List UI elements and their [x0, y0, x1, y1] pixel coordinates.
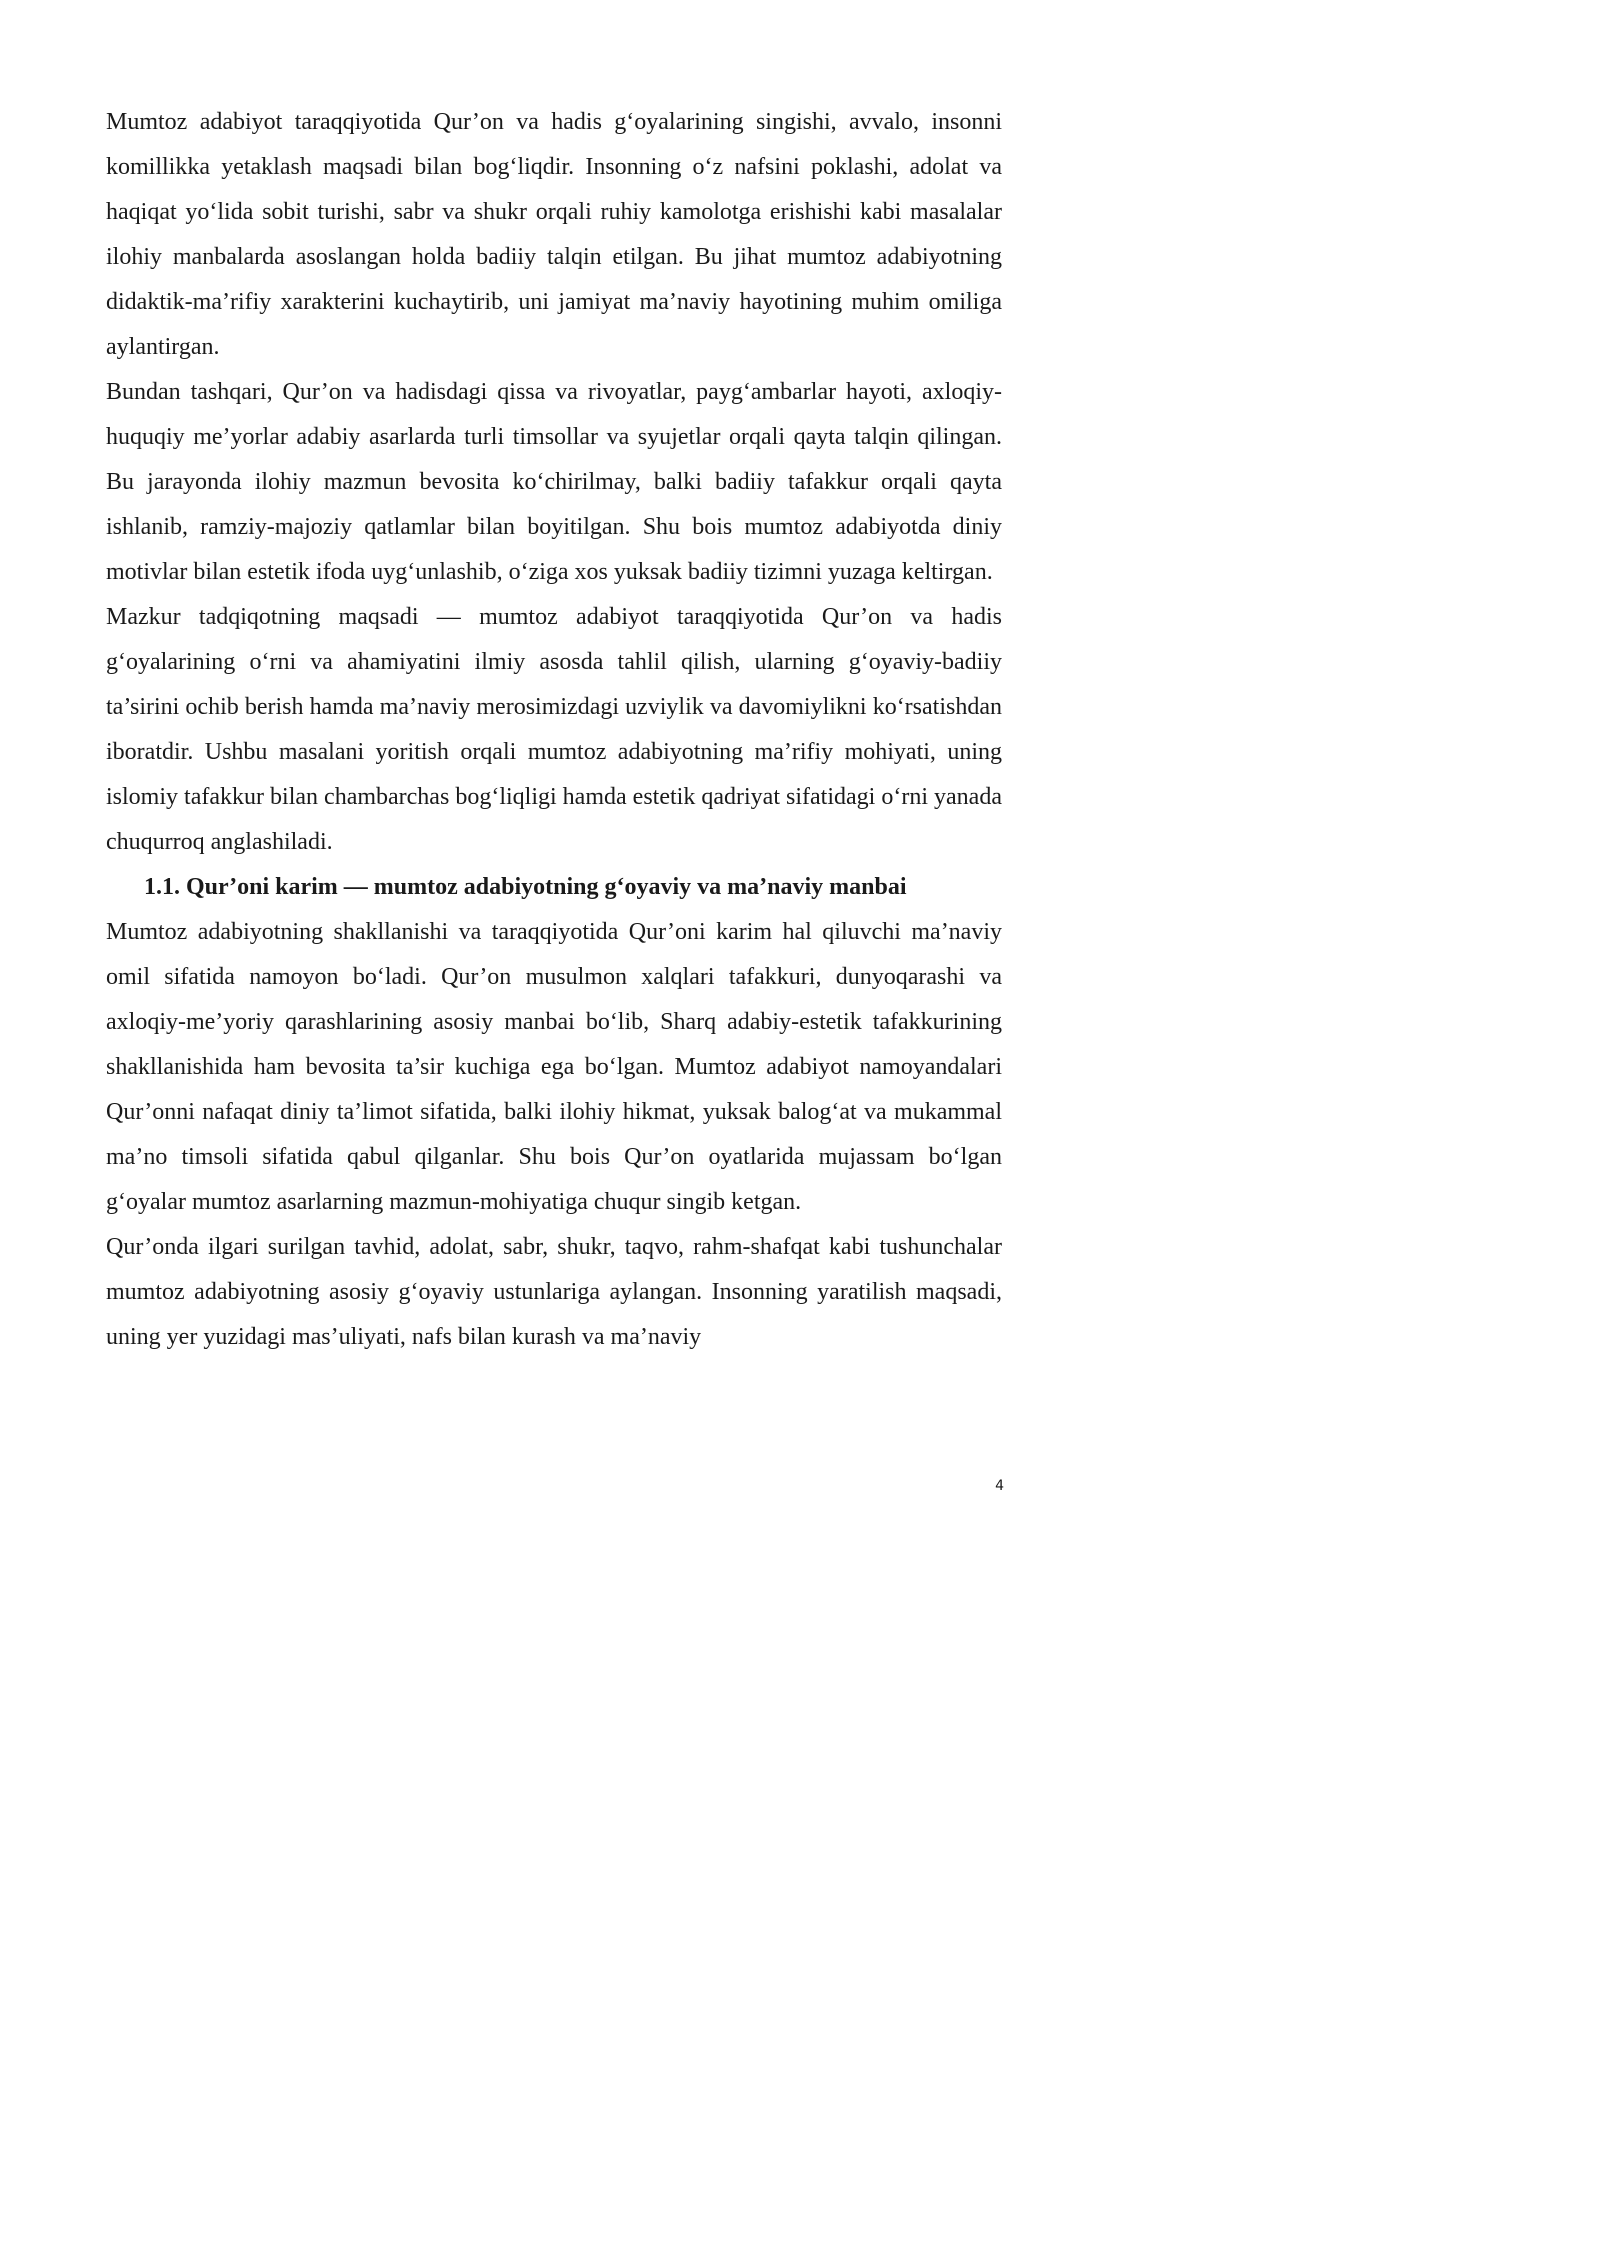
- body-paragraph-3: Mazkur tadqiqotning maqsadi — mumtoz adabiyot taraqqiyotida Qur’on va hadis g‘oyalarining o‘rni va ahamiyatini ilmiy asosda tahlil qilish, ularning g‘oyaviy-badiiy ta’sirini ochib berish hamda ma’naviy merosimizdagi uzviylik va davomiylikni ko‘rsatishdan iboratdir. Ushbu masalani yoritish orqali mumtoz adabiyotning ma’rifiy mohiyati, uning islomiy tafakkur bilan chambarchas bog‘liqligi hamda estetik qadriyat sifatidagi o‘rni yanada chuqurroq anglashiladi.: [106, 604, 1002, 855]
- section-heading: 1.1. Qur’oni karim — mumtoz adabiyotning g‘oyaviy va ma’naviy manbai: [144, 874, 907, 900]
- body-paragraph-1: Mumtoz adabiyot taraqqiyotida Qur’on va hadis g‘oyalarining singishi, avvalo, insonni komillikka yetaklash maqsadi bilan bog‘liqdir. Insonning o‘z nafsini poklashi, adolat va haqiqat yo‘lida sobit turishi, sabr va shukr orqali ruhiy kamolotga erishishi kabi masalalar ilohiy manbalarda asoslangan holda badiiy talqin etilgan. Bu jihat mumtoz adabiyotning didaktik-ma’rifiy xarakterini kuchaytirib, uni jamiyat ma’naviy hayotining muhim omiliga aylantirgan.: [106, 109, 1002, 360]
- body-paragraph-2: Bundan tashqari, Qur’on va hadisdagi qissa va rivoyatlar, payg‘ambarlar hayoti, axloqiy-huquqiy me’yorlar adabiy asarlarda turli timsollar va syujetlar orqali qayta talqin qilingan. Bu jarayonda ilohiy mazmun bevosita ko‘chirilmay, balki badiiy tafakkur orqali qayta ishlanib, ramziy-majoziy qatlamlar bilan boyitilgan. Shu bois mumtoz adabiyotda diniy motivlar bilan estetik ifoda uyg‘unlashib, o‘ziga xos yuksak badiiy tizimni yuzaga keltirgan.: [106, 379, 1002, 585]
- body-paragraph-4: Mumtoz adabiyotning shakllanishi va taraqqiyotida Qur’oni karim hal qiluvchi ma’naviy omil sifatida namoyon bo‘ladi. Qur’on musulmon xalqlari tafakkuri, dunyoqarashi va axloqiy-me’yoriy qarashlarining asosiy manbai bo‘lib, Sharq adabiy-estetik tafakkurining shakllanishida ham bevosita ta’sir kuchiga ega bo‘lgan. Mumtoz adabiyot namoyandalari Qur’onni nafaqat diniy ta’limot sifatida, balki ilohiy hikmat, yuksak balog‘at va mukammal ma’no timsoli sifatida qabul qilganlar. Shu bois Qur’on oyatlarida mujassam bo‘lgan g‘oyalar mumtoz asarlarning mazmun-mohiyatiga chuqur singib ketgan.: [106, 919, 1002, 1215]
- page-body: [106, 100, 1002, 1360]
- page-number: 4: [995, 1478, 1004, 1494]
- body-paragraph-5: Qur’onda ilgari surilgan tavhid, adolat, sabr, shukr, taqvo, rahm-shafqat kabi tushunchalar mumtoz adabiyotning asosiy g‘oyaviy ustunlariga aylangan. Insonning yaratilish maqsadi, uning yer yuzidagi mas’uliyati, nafs bilan kurash va ma’naviy: [106, 1234, 1002, 1350]
- document-page: [0, 0, 1100, 1555]
